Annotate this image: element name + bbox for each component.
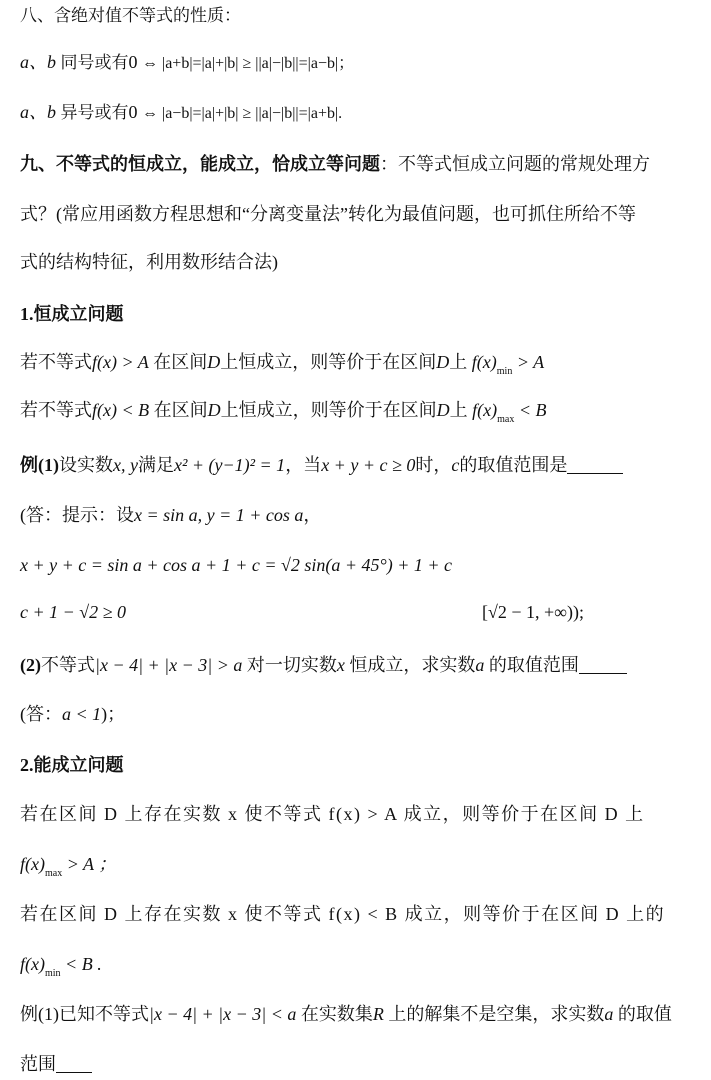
rule1-formula: ⇔ |a+b|=|a|+|b| ≥ ||a|−|b||=|a−b|； (142, 55, 355, 72)
text: )； (101, 704, 126, 724)
math: a (604, 1004, 614, 1024)
answer-blank (56, 1054, 92, 1073)
math: > A (512, 352, 545, 372)
math: |x − 4| + |x − 3| < a (149, 1004, 297, 1024)
subscript: min (496, 366, 513, 377)
section8-title: 八、含绝对值不等式的性质： (20, 6, 241, 26)
math: x + y + c ≥ 0 (321, 455, 416, 475)
rule1-zero: 0 (128, 52, 138, 72)
part1-answer1-line2: x + y + c = sin a + cos a + 1 + c = √2 sin(a + 45°) + 1 + c (20, 555, 452, 575)
math: c (451, 455, 460, 475)
part1-example1 (20, 453, 623, 477)
text: 对一切实数 (246, 655, 337, 675)
part1-answer1-line1 (20, 503, 321, 527)
text: 在区间 (153, 400, 208, 420)
example-label: (2) (20, 655, 41, 675)
math: D (207, 400, 221, 420)
section9-intro-line1 (20, 152, 650, 176)
answer-blank (579, 655, 627, 674)
part1-example2 (20, 653, 627, 677)
part1-rule2 (20, 398, 546, 432)
text: 若不等式 (20, 400, 92, 420)
subscript: max (44, 868, 63, 879)
section8-rule1 (20, 50, 354, 76)
part1-heading: 1.恒成立问题 (20, 304, 124, 324)
math: f(x) > A (92, 352, 149, 372)
text: 不等式 (41, 655, 95, 675)
subscript: max (497, 414, 515, 425)
text: 在区间 (153, 352, 208, 372)
part2-rule2-line2 (20, 952, 102, 986)
math: < B (514, 400, 547, 420)
text: ，当 (285, 455, 322, 475)
subscript: min (44, 968, 61, 979)
rule2-cn: 异号或有 (60, 103, 129, 123)
math: < B . (60, 954, 102, 974)
math: D (207, 352, 221, 372)
part2-heading: 2.能成立问题 (20, 755, 124, 775)
text: (答： (20, 704, 62, 724)
rule2-zero: 0 (128, 102, 138, 122)
text: 上 (449, 352, 468, 372)
section9-intro-line2: 式？(常应用函数方程思想和“分离变量法”转化为最值问题，也可抓住所给不等 (20, 204, 636, 224)
math: f(x) (20, 954, 45, 974)
text: 的取值 (617, 1004, 672, 1024)
math: f(x) (471, 352, 497, 372)
math: f(x) < B (92, 400, 150, 420)
math: a (475, 655, 485, 675)
text: 的取值范围 (488, 655, 579, 675)
text: 上恒成立，则等价于在区间 (220, 352, 437, 372)
example-label: 例(1) (20, 455, 59, 475)
text: 上的解集不是空集，求实数 (388, 1004, 605, 1024)
part2-rule1-line2 (20, 852, 116, 886)
math: R (372, 1004, 384, 1024)
part1-rule1 (20, 350, 544, 384)
section9-title: 九、不等式的恒成立，能成立，恰成立等问题 (20, 154, 380, 174)
text: (答：提示：设 (20, 505, 134, 525)
part1-answer1-result: [√2 − 1, +∞)); (482, 602, 584, 622)
part2-rule1-line1: 若在区间 D 上存在实数 x 使不等式 f(x) > A 成立，则等价于在区间 D 上 (20, 804, 645, 824)
math: a < 1 (62, 704, 102, 724)
section9-intro-line3: 式的结构特征，利用数形结合法) (20, 252, 278, 272)
math: x = sin a, y = 1 + cos a (134, 505, 304, 525)
rule2-prefix: a、b (20, 102, 56, 122)
text: 上恒成立，则等价于在区间 (220, 400, 437, 420)
section9-intro-text1: ：不等式恒成立问题的常规处理方 (380, 154, 650, 174)
text: 若不等式 (20, 352, 92, 372)
math: x (336, 655, 345, 675)
text: 的取值范围是 (459, 455, 568, 475)
answer-blank (567, 455, 623, 474)
text: 在实数集 (300, 1004, 373, 1024)
math: D (436, 352, 450, 372)
math: f(x) (20, 854, 45, 874)
text: 满足 (137, 455, 174, 475)
math: D (436, 400, 450, 420)
part1-answer2 (20, 702, 125, 726)
text: 上 (449, 400, 468, 420)
math: > A ； (62, 854, 117, 874)
text: 范围 (20, 1054, 56, 1074)
part1-answer1-line3: c + 1 − √2 ≥ 0 (20, 602, 127, 622)
text: 恒成立，求实数 (349, 655, 476, 675)
section8-rule2 (20, 100, 342, 126)
rule2-formula: ⇔ |a−b|=|a|+|b| ≥ ||a|−|b||=|a+b|. (142, 105, 343, 122)
part2-example1-line1 (20, 1002, 672, 1026)
text: 时， (415, 455, 452, 475)
text: ， (303, 505, 322, 525)
math: x, y (113, 455, 138, 475)
math: f(x) (472, 400, 498, 420)
text: 例(1)已知不等式 (20, 1004, 149, 1024)
part2-rule2-line1: 若在区间 D 上存在实数 x 使不等式 f(x) < B 成立，则等价于在区间 D 上的 (20, 904, 666, 924)
math: |x − 4| + |x − 3| > a (95, 655, 243, 675)
math: x² + (y−1)² = 1 (173, 455, 286, 475)
rule1-cn: 同号或有 (60, 53, 129, 73)
part2-example1-line2 (20, 1052, 92, 1076)
text: 设实数 (59, 455, 113, 475)
rule1-prefix: a、b (20, 52, 56, 72)
